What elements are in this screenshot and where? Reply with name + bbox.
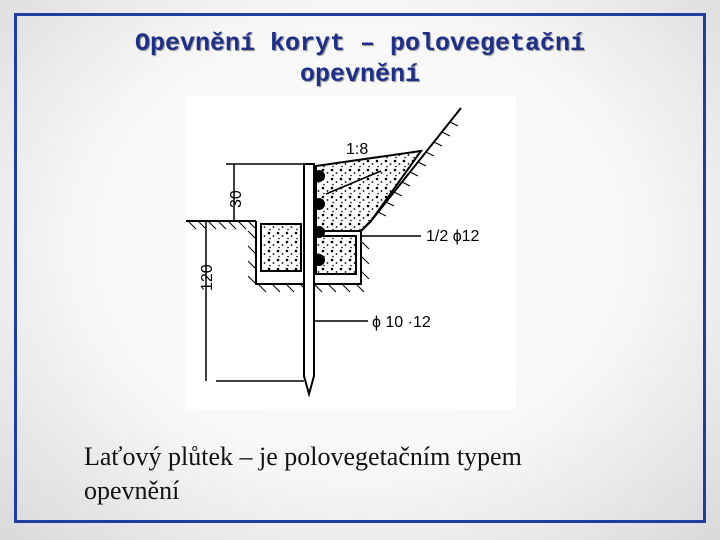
cross-section-drawing — [186, 96, 516, 409]
caption-line-1: Laťový plůtek – je polovegetačním typem — [84, 442, 522, 471]
caption-line-2: opevnění — [84, 476, 180, 505]
ground-hatch-left — [186, 221, 256, 229]
stake-diameter-label: ϕ 10 ·12 — [372, 314, 431, 331]
wattle-diameter-label: 1/2 ϕ12 — [426, 228, 480, 245]
slide-caption — [84, 440, 684, 508]
dimension-120-label: 120 — [199, 264, 216, 291]
title-line-2: opevnění — [299, 60, 421, 89]
cross-section-svg — [186, 96, 516, 409]
wooden-stake — [304, 164, 314, 394]
slide-title — [60, 28, 660, 90]
slope-ratio-label: 1:8 — [346, 141, 369, 158]
dimension-30-label: 30 — [228, 190, 245, 208]
title-line-1: Opevnění koryt – polovegetační — [134, 29, 586, 58]
trench-gravel — [261, 224, 301, 271]
